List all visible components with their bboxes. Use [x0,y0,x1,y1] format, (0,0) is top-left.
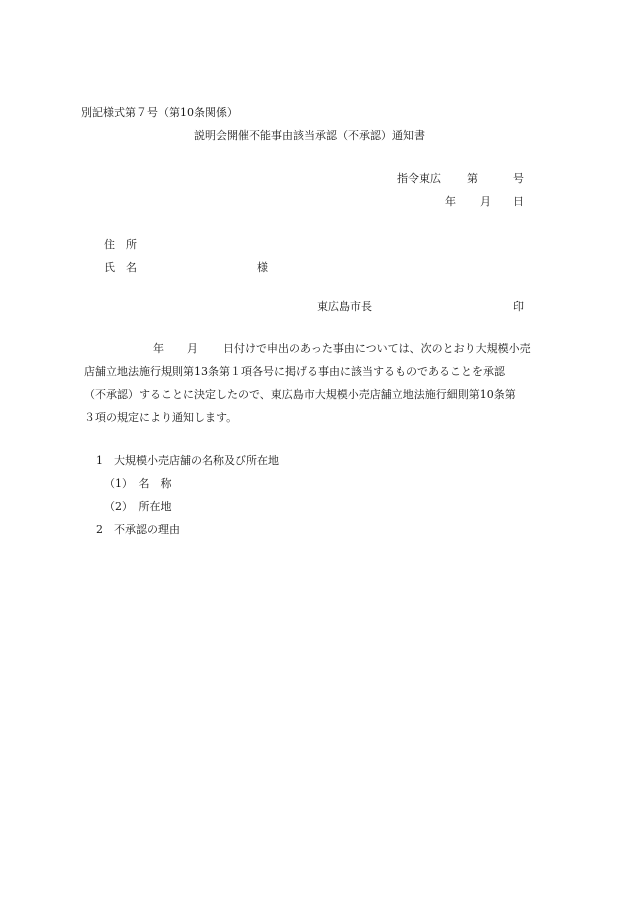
body-line-1: 日付けで申出のあった事由については、次のとおり大規模小売 [223,342,531,355]
doc-number-go: 号 [513,172,524,185]
document-title: 説明会開催不能事由該当承認（不承認）通知書 [194,129,425,142]
seal-mark: 印 [513,300,524,313]
body-line-4: ３項の規定により通知します。 [84,411,238,424]
recipient-address-label: 住 所 [104,238,137,251]
item-1-sub-2: （2） 所在地 [104,500,172,513]
date-year: 年 [445,195,456,208]
date-month: 月 [480,195,491,208]
item-1: 1 大規模小売店舗の名称及び所在地 [96,454,279,467]
date-day: 日 [513,195,524,208]
recipient-honorific: 様 [257,261,268,274]
body-line-2: 店舗立地法施行規則第13条第１項各号に掲げる事由に該当するものであることを承認 [84,365,505,378]
body-date-year: 年 [153,342,164,355]
body-line-3: （不承認）することに決定したので、東広島市大規模小売店舗立地法施行細則第10条第 [84,388,516,401]
doc-number-prefix: 指令東広 [397,172,441,185]
doc-number-dai: 第 [467,172,478,185]
recipient-name-label: 氏 名 [104,261,137,274]
item-1-sub-1: （1） 名 称 [104,477,172,490]
form-label: 別記様式第７号（第10条関係） [81,106,238,119]
body-date-month: 月 [187,342,198,355]
issuer-name: 東広島市長 [317,300,372,313]
item-2: 2 不承認の理由 [96,523,180,536]
